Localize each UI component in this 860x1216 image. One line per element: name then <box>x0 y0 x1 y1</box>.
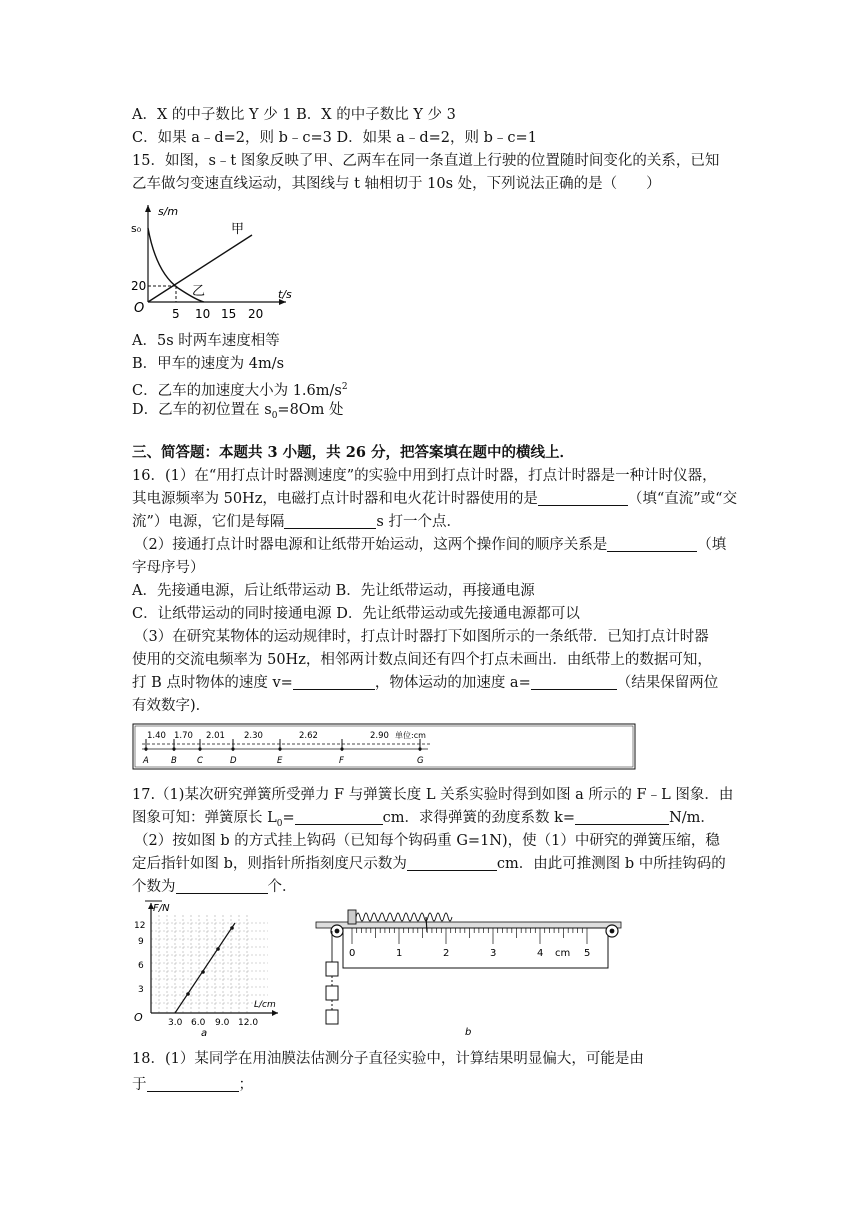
q16-p3-line3-b: ，物体运动的加速度 a= <box>374 675 531 691</box>
tape-point-b: B <box>171 756 177 766</box>
blank-order[interactable] <box>607 536 697 552</box>
tape-distance-de: 2.30 <box>244 731 263 741</box>
tape-point-g: G <box>417 756 424 766</box>
q17-line2-d: N/m． <box>669 810 715 826</box>
q16-p3-line4: 有效数字)． <box>132 698 211 714</box>
fig-a-x-tick-6: 6.0 <box>191 1018 206 1028</box>
q17-line4 <box>132 853 726 875</box>
q14-options-line2: C．如果 a﹣d=2，则 b﹣c=3 D．如果 a﹣d=2，则 b﹣c=1 <box>132 130 537 146</box>
tape-point-d: D <box>230 756 237 766</box>
q17-line2-a: 图象可知：弹簧原长 L <box>132 810 277 826</box>
ruler-label-0: 0 <box>349 948 356 959</box>
q17-line4-b: cm．由此可推测图 b 中所挂钩码的 <box>496 856 726 872</box>
q15-stem-line1: 15．如图，s﹣t 图象反映了甲、乙两车在同一条直道上行驶的位置随时间变化的关系，已知 <box>132 153 720 169</box>
q15-option-c-text: C．乙车的加速度大小为 1.6m/s <box>132 382 342 399</box>
q15-option-d-pre: D．乙车的初位置在 s <box>132 402 272 418</box>
ruler-label-2: 2 <box>443 948 450 959</box>
q16-options-cd: C．让纸带运动的同时接通电源 D．先让纸带运动或先接通电源都可以 <box>132 606 580 622</box>
blank-natural-length[interactable] <box>295 809 383 825</box>
q16-options-ab: A．先接通电源，后让纸带运动 B．先让纸带运动，再接通电源 <box>132 583 535 599</box>
q17-figure-b-apparatus <box>315 900 625 1040</box>
q17-line4-a: 定后指针如图 b，则指针所指刻度尺示数为 <box>132 856 407 872</box>
q16-p2-line1-a: （2）接通打点计时器电源和让纸带开始运动，这两个操作间的顺序关系是 <box>134 537 608 553</box>
fig-a-x-tick-9: 9.0 <box>215 1018 230 1028</box>
q15-xlabel: t/s <box>278 288 292 301</box>
q16-p1-line2-b: （填“直流”或“交 <box>627 491 738 507</box>
q15-option-c-sup: 2 <box>341 382 348 392</box>
q16-p1-line3-b: s 打一个点． <box>376 514 461 530</box>
ruler-label-3: 3 <box>490 948 497 959</box>
hanging-weights <box>326 962 338 1024</box>
tape-unit: 单位:cm <box>395 731 426 740</box>
q15-origin: O <box>134 301 145 316</box>
tape-distance-ab: 1.40 <box>147 731 166 741</box>
q17-figure-a-fl-graph <box>128 897 288 1037</box>
q16-p2-line1-b: （填 <box>697 537 727 553</box>
q18-line2-b: ； <box>238 1077 253 1093</box>
fig-a-x-tick-12: 12.0 <box>238 1018 259 1028</box>
fig-b-caption: b <box>465 1027 472 1038</box>
q16-p3-line1: （3）在研究某物体的运动规律时，打点计时器打下如图所示的一条纸带．已知打点计时器 <box>134 629 709 645</box>
q15-x-tick-5: 5 <box>172 307 180 321</box>
ruler-label-1: 1 <box>396 948 403 959</box>
q15-series-yi: 乙 <box>192 284 206 299</box>
q17-line2-c: cm．求得弹簧的劲度系数 k= <box>382 810 576 826</box>
q15-st-graph <box>128 200 292 325</box>
q15-option-d-sub: 0 <box>271 410 278 421</box>
q17-line2-b: = <box>282 810 295 826</box>
q18-line1: 18．(1）某同学在用油膜法估测分子直径实验中，计算结果明显偏大，可能是由 <box>132 1051 644 1067</box>
q17-line5 <box>132 876 297 898</box>
section3-title: 三、简答题：本题共 3 小题，共 26 分，把答案填在题中的横线上． <box>132 444 574 461</box>
fig-a-origin: O <box>134 1011 143 1024</box>
fig-a-ylabel: F/N <box>153 903 170 914</box>
q15-option-b: B．甲车的速度为 4m/s <box>132 356 285 372</box>
q15-x-tick-10: 10 <box>195 307 211 321</box>
blank-current-type[interactable] <box>538 490 628 506</box>
fig-a-y-tick-12: 12 <box>134 921 146 931</box>
blank-reason[interactable] <box>147 1076 239 1092</box>
q16-p1-line3-a: 流”）电源，它们是每隔 <box>132 514 285 530</box>
fig-a-y-tick-3: 3 <box>138 985 144 995</box>
fig-a-x-tick-3: 3.0 <box>168 1018 183 1028</box>
q16-p3-line3 <box>132 672 718 694</box>
q15-option-d-post: =8Om 处 <box>277 402 344 418</box>
q16-p1-line2 <box>132 488 737 510</box>
q16-p1-line2-a: 其电源频率为 50Hz，电磁打点计时器和电火花计时器使用的是 <box>132 491 538 507</box>
ruler-label-4: 4 <box>537 948 544 959</box>
q17-line2-sub: 0 <box>276 818 283 829</box>
q16-p1-line1: 16．(1）在“用打点计时器测速度”的实验中用到打点计时器，打点计时器是一种计时仪器， <box>132 468 717 484</box>
blank-ruler-reading[interactable] <box>407 855 497 871</box>
q16-p1-line3 <box>132 511 461 533</box>
blank-velocity[interactable] <box>293 674 375 690</box>
q15-x-tick-15: 15 <box>221 307 237 321</box>
q15-option-d <box>132 399 344 427</box>
q17-line1: 17.（1)某次研究弹簧所受弹力 F 与弹簧长度 L 关系实验时得到如图 a 所示的 F﹣L 图象．由 <box>132 787 734 803</box>
q15-option-c <box>132 376 348 402</box>
fig-a-xlabel: L/cm <box>254 1000 276 1010</box>
fig-a-y-tick-9: 9 <box>138 937 144 947</box>
q15-stem-line2: 乙车做匀变速直线运动，其图线与 t 轴相切于 10s 处，下列说法正确的是（ ） <box>132 176 661 192</box>
q14-options-line1: A．X 的中子数比 Y 少 1 B．X 的中子数比 Y 少 3 <box>132 107 456 123</box>
q17-line3: （2）按如图 b 的方式挂上钩码（已知每个钩码重 G=1N)，使（1）中研究的弹簧压缩，稳 <box>134 833 720 849</box>
tape-point-c: C <box>197 756 203 766</box>
q18-line2 <box>132 1074 253 1096</box>
fig-a-caption: a <box>201 1028 208 1039</box>
q15-option-a: A．5s 时两车速度相等 <box>132 333 280 349</box>
q16-p3-line2: 使用的交流电频率为 50Hz，相邻两计数点间还有四个打点未画出．由纸带上的数据可知， <box>132 652 712 668</box>
q15-series-jia: 甲 <box>231 222 245 237</box>
q16-p3-line3-a: 打 B 点时物体的速度 v= <box>132 675 293 691</box>
q16-p2-line2: 字母序号） <box>132 560 205 576</box>
tape-point-a: A <box>143 756 149 766</box>
fig-a-y-tick-6: 6 <box>138 961 144 971</box>
q15-ylabel: s/m <box>158 205 179 218</box>
q17-line5-b: 个． <box>267 879 297 895</box>
blank-spring-constant[interactable] <box>575 809 669 825</box>
tape-point-f: F <box>339 756 344 766</box>
ruler-unit: cm <box>555 948 571 959</box>
q17-line5-a: 个数为 <box>132 879 176 895</box>
q16-p2-line1 <box>134 534 726 556</box>
blank-acceleration[interactable] <box>531 674 617 690</box>
q16-paper-tape <box>132 723 637 771</box>
blank-interval[interactable] <box>284 513 376 529</box>
ruler-label-5: 5 <box>584 948 591 959</box>
q15-s0-label: s₀ <box>131 222 142 235</box>
q15-x-tick-20: 20 <box>248 307 264 321</box>
tape-point-e: E <box>277 756 283 766</box>
blank-weight-count[interactable] <box>176 878 268 894</box>
tape-distance-fg: 2.90 <box>370 731 389 741</box>
q18-line2-a: 于 <box>132 1077 147 1093</box>
tape-distance-ef: 2.62 <box>299 731 318 741</box>
tape-distance-bc: 1.70 <box>174 731 193 741</box>
q16-p3-line3-c: （结果保留两位 <box>616 675 719 691</box>
tape-distance-cd: 2.01 <box>206 731 225 741</box>
q15-y-tick: 20 <box>131 279 147 293</box>
